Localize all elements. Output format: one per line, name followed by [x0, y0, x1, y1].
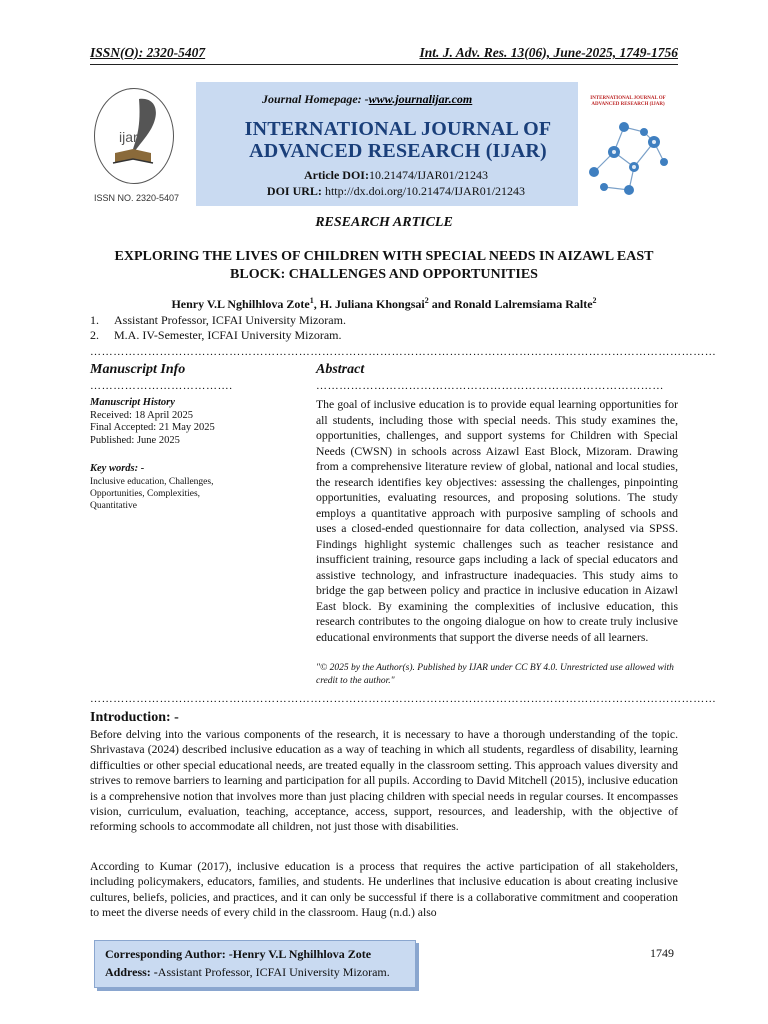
doi-url: DOI URL: http://dx.doi.org/10.21474/IJAR01/21243	[266, 184, 526, 198]
article-doi: Article DOI:10.21474/IJAR01/21243	[304, 168, 488, 182]
license-note: "© 2025 by the Author(s). Published by IJAR under CC BY 4.0. Unrestricted use allowed with credit to the author."	[316, 663, 674, 686]
dotted-divider: ………………………………………………………………………………………………………………………………………………	[90, 346, 717, 358]
corresponding-author-box	[94, 940, 416, 988]
article-type: RESEARCH ARTICLE	[315, 215, 453, 230]
abstract-text: The goal of inclusive education is to provide equal learning opportunities for all students, including those with special needs. This study examines the, opportunities, challenges, and support systems for Children with Special Needs (CWSN) in schools across Aizawl East Block, Mizoram. Drawing from a comprehensive literature review of global, national and local studies, the research identifies key objectives: assessing the challenges, pinpointing opportunities, evaluating resources, and proposing solutions. The study employs a quantitative approach with purposive sampling of schools and uses a closed-ended questionnaire for data collection, analysed via SPSS. Findings highlight systemic challenges such as teacher resistance and insufficient training, resource gaps including a lack of special educators and assistive technology, and infrastructure inadequacies. This study aims to bridge the gap between policy and practice in inclusive education in Aizawl East block. By examining the complexities of inclusive education, this research contributes to the ongoing dialogue on how to create truly inclusive educational environments that support the diverse needs of all learners.	[316, 398, 678, 644]
corresponding-author: Corresponding Author: -Henry V.L Nghilhlova Zote	[105, 947, 372, 961]
homepage-link[interactable]: www.journalijar.com	[368, 92, 473, 106]
affiliation-1: 1. Assistant Professor, ICFAI University Mizoram.	[90, 313, 346, 327]
dotted-divider: ……………………………….	[90, 380, 233, 392]
issn-header: ISSN(O): 2320-5407	[90, 45, 206, 60]
cover-title: INTERNATIONAL JOURNAL OF ADVANCED RESEARCH (IJAR)	[590, 96, 666, 107]
dotted-divider: ………………………………………………………………………………	[316, 380, 664, 392]
logo-text: ijar	[119, 129, 138, 145]
abstract-heading: Abstract	[316, 362, 365, 377]
journal-cover-thumbnail	[578, 82, 678, 206]
journal-homepage: Journal Homepage: -www.journalijar.com	[262, 92, 473, 106]
intro-paragraph-1: Before delving into the various components of the research, it is necessary to have a thorough understanding of the topic. Shrivastava (2024) described inclusive education as a way of teaching in which all students, regardless of disability, learning difficulties or other special educational needs, are treated equally in the classroom setting. This approach values diversity and strives to remove barriers to learning and participation for all pupils. According to David Mitchell (2015), inclusive education is a comprehensive notion that involves more than just placing children with special needs in regular courses. It encompasses vision, curriculum, evaluation, teaching, acceptance, access, support, resources, and leadership, with the objective of reforming schools to accommodate all children, not just those with disabilities.	[90, 728, 678, 834]
citation-header: Int. J. Adv. Res. 13(06), June-2025, 1749-1756	[419, 45, 678, 60]
journal-logo	[94, 88, 174, 184]
keywords-block: Key words: - Inclusive education, Challenges, Opportunities, Complexities, Quantitative	[90, 463, 214, 511]
journal-title: INTERNATIONAL JOURNAL OF ADVANCED RESEARCH (IJAR)	[244, 118, 552, 162]
author-address: Address: -Assistant Professor, ICFAI University Mizoram.	[105, 965, 390, 979]
page-number: 1749	[650, 946, 674, 960]
author-list: Henry V.L Nghilhlova Zote$^1$, H. Juliana Khongsai$^2$ and Ronald Lalremsiama Ralte$^2$	[171, 296, 597, 311]
journal-banner	[90, 82, 678, 206]
logo-issn: ISSN NO. 2320-5407	[94, 193, 180, 203]
manuscript-history: Manuscript History Received: 18 April 2025 Final Accepted: 21 May 2025 Published: June 2025	[90, 397, 215, 446]
paper-title: EXPLORING THE LIVES OF CHILDREN WITH SPECIAL NEEDS IN AIZAWL EAST BLOCK: CHALLENGES AND OPPORTUNITIES	[114, 249, 654, 282]
header-rule	[90, 64, 678, 65]
introduction-heading: Introduction: -	[90, 710, 179, 725]
journal-logo-panel	[90, 82, 196, 206]
affiliation-2: 2. M.A. IV-Semester, ICFAI University Mizoram.	[90, 328, 342, 342]
molecule-icon	[584, 112, 672, 200]
manuscript-info-heading: Manuscript Info	[90, 362, 186, 377]
intro-paragraph-2: According to Kumar (2017), inclusive education is a process that requires the active participation of all stakeholders, including policymakers, educators, families, and students. He underlines that inclusive education is about creating inclusive cultures, beliefs, policies, and practices, and it can only be successful if there is a collaborative commitment and cooperation to meet the diverse needs of every child in the classroom. Haug (n.d.) also	[90, 860, 678, 920]
doi-url-link[interactable]: http://dx.doi.org/10.21474/IJAR01/21243	[324, 184, 526, 198]
dotted-divider: ………………………………………………………………………………………………………………………………………………	[90, 693, 717, 705]
